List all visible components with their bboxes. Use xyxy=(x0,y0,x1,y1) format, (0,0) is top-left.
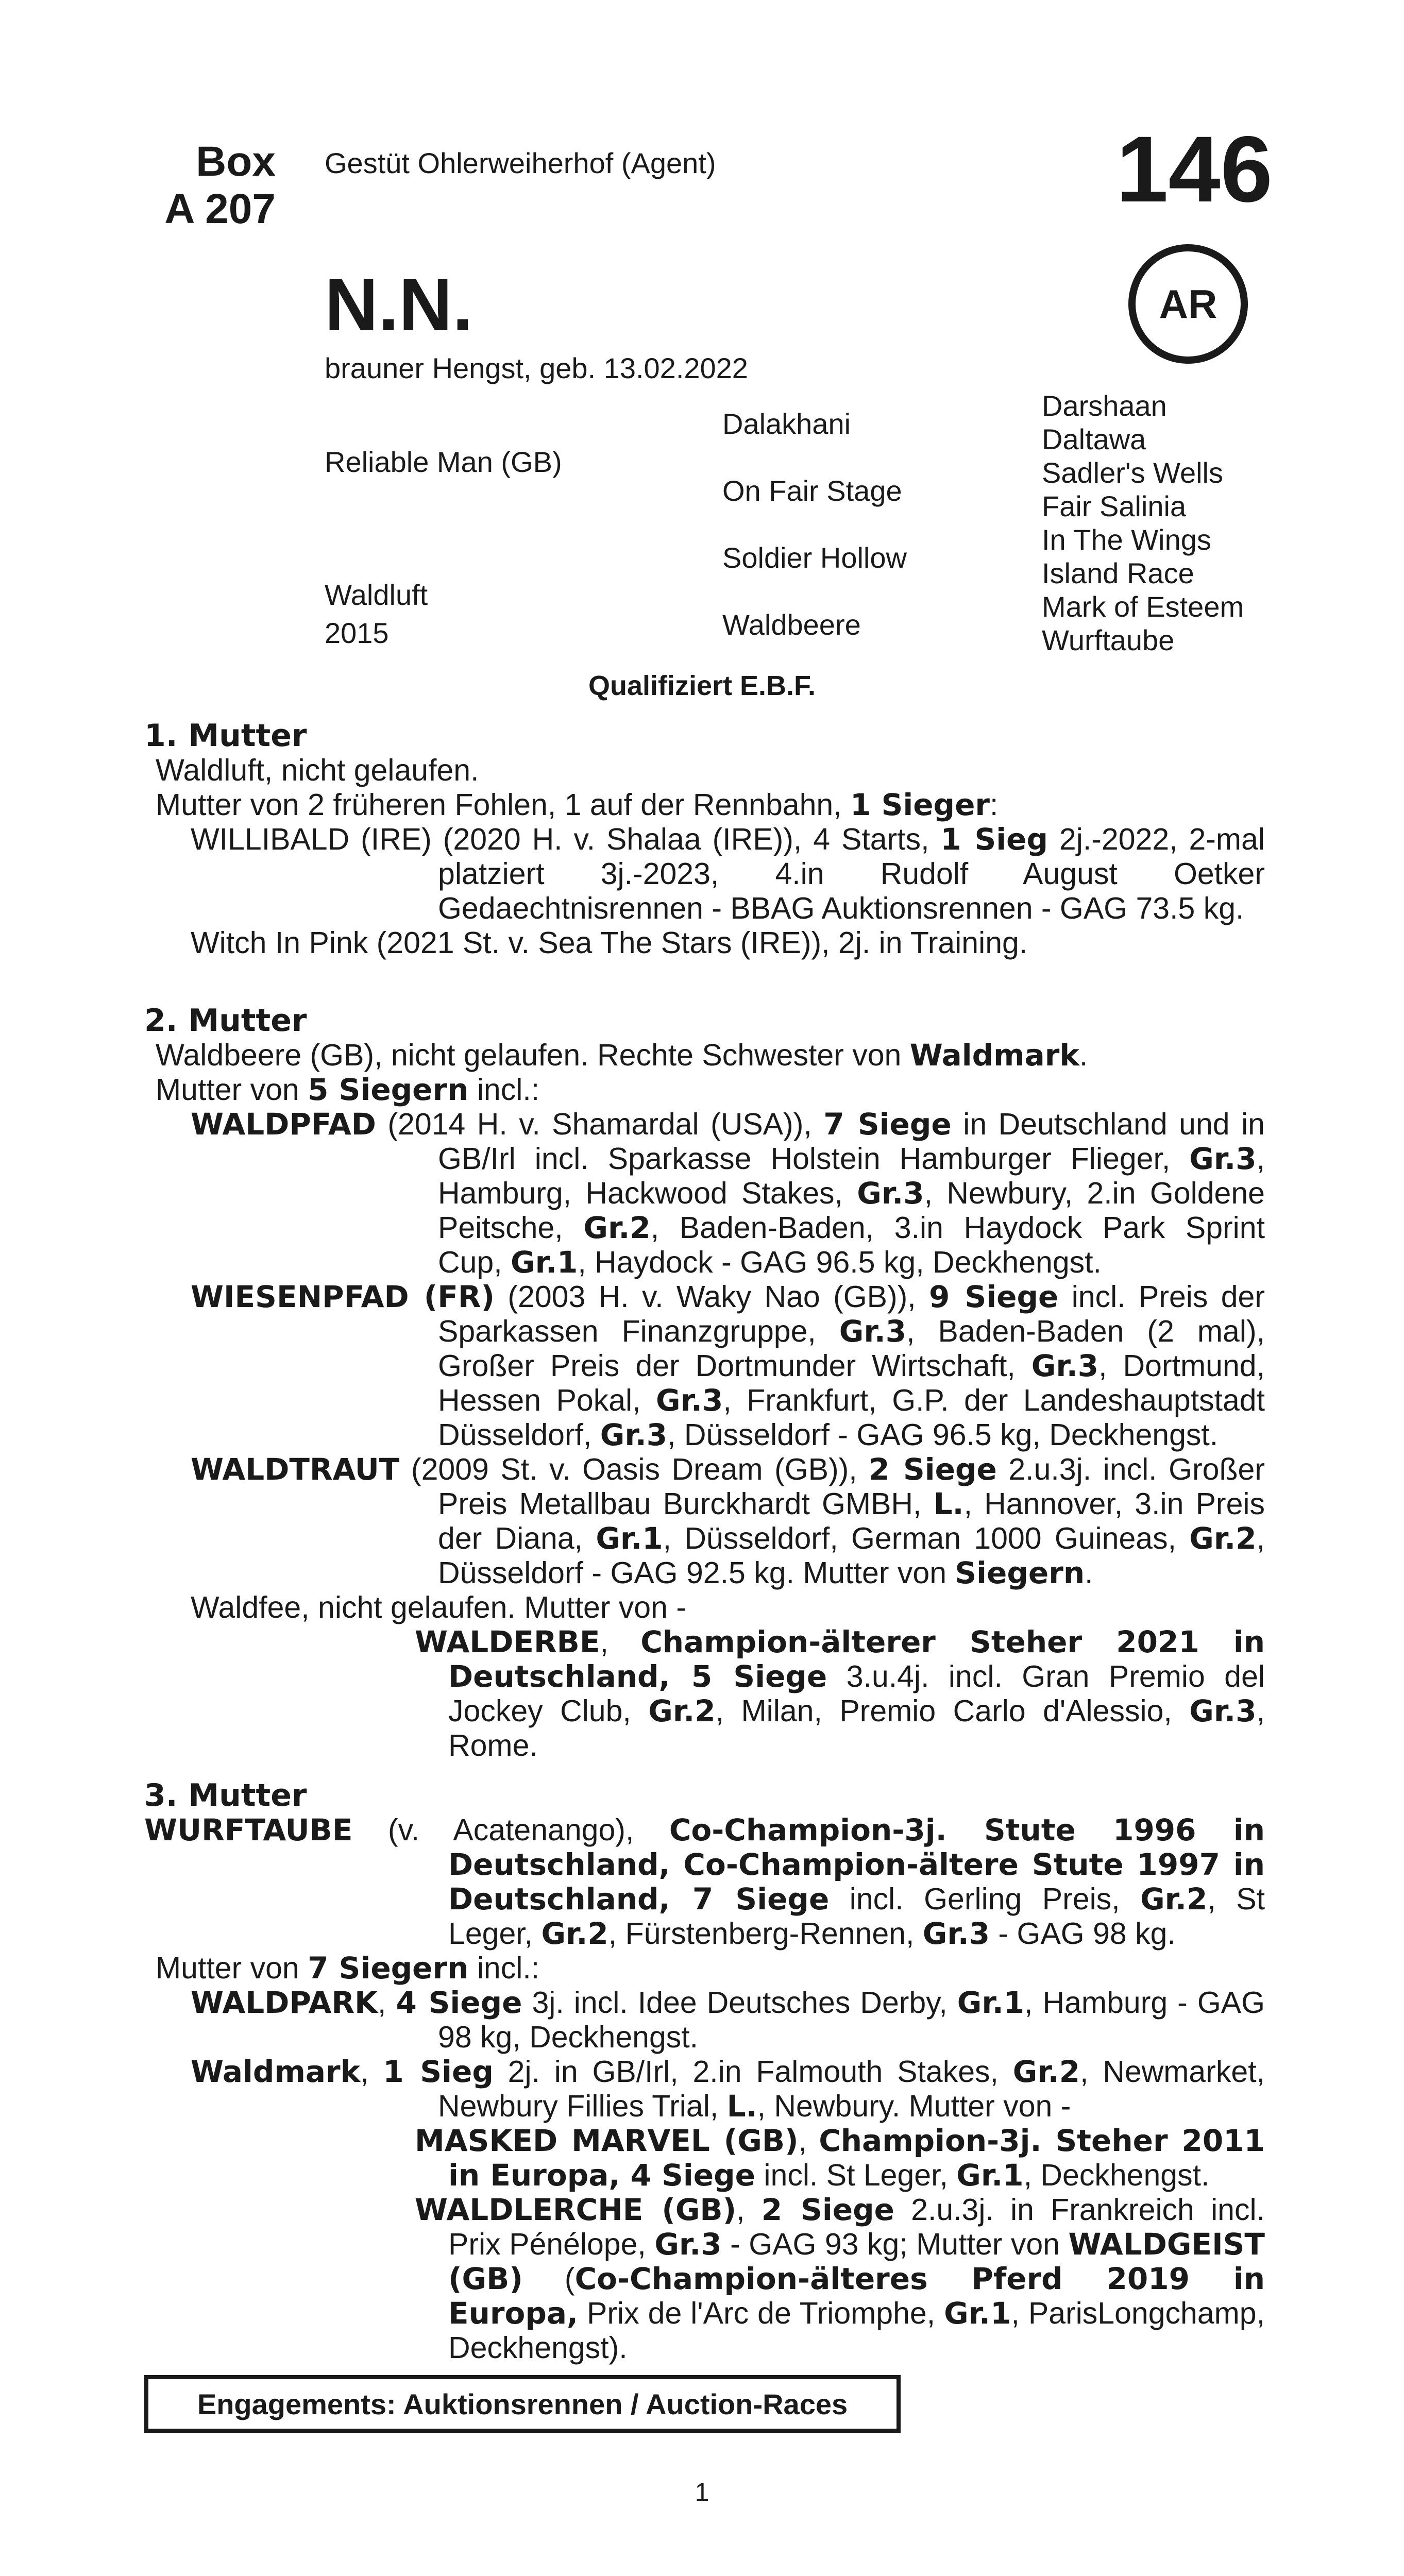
third-dam-line: WURFTAUBE (v. Acatenango), Co-Champion-3j. Stute 1996 in Deutschland, Co-Champion-ältere Stute 1997 in Deutschland, 7 Siege incl. Gerling Preis, Gr.2, St Leger, Gr.2, Fürstenberg-Rennen, Gr.3 - GAG 98 kg. xyxy=(144,1812,1265,1951)
offspring-entry: WALDPFAD (2014 H. v. Shamardal (USA)), 7 Siege in Deutschland und in GB/Irl incl. Sparkasse Holstein Hamburger Flieger, Gr.3, Hamburg, Hackwood Stakes, Gr.3, Newbury, 2.in Goldene Peitsche, Gr.2, Baden-Baden, 3.in Haydock Park Sprint Cup, Gr.1, Haydock - GAG 96.5 kg, Deckhengst. xyxy=(191,1107,1265,1280)
engagements-text: Engagements: Auktionsrennen / Auction-Races xyxy=(197,2387,848,2420)
pedigree-great-grandparent: Fair Salinia xyxy=(1042,490,1187,522)
first-dam-line: Waldluft, nicht gelaufen. xyxy=(156,753,479,787)
offspring-entry: WALDPARK, 4 Siege 3j. incl. Idee Deutsches Derby, Gr.1, Hamburg - GAG 98 kg, Deckhengst. xyxy=(191,1985,1265,2054)
pedigree-grandparent: Soldier Hollow xyxy=(722,541,907,574)
grand-offspring-entry: MASKED MARVEL (GB), Champion-3j. Steher 2011 in Europa, 4 Siege incl. St Leger, Gr.1, Deckhengst. xyxy=(415,2123,1265,2193)
pedigree-dam-year: 2015 xyxy=(325,617,389,649)
offspring-entry: Waldmark, 1 Sieg 2j. in GB/Irl, 2.in Falmouth Stakes, Gr.2, Newmarket, Newbury Fillies Trial, L., Newbury. Mutter von - xyxy=(191,2054,1265,2124)
horse-description: brauner Hengst, geb. 13.02.2022 xyxy=(325,352,748,384)
pedigree-great-grandparent: Sadler's Wells xyxy=(1042,456,1223,489)
pedigree-great-grandparent: Island Race xyxy=(1042,557,1194,589)
third-dam-section xyxy=(144,1778,1265,2365)
pedigree-grandparent: Dalakhani xyxy=(722,408,851,440)
agent-name: Gestüt Ohlerweiherhof (Agent) xyxy=(325,147,716,179)
lot-number: 146 xyxy=(1116,116,1273,222)
page-number: 1 xyxy=(695,2478,709,2506)
pedigree-sire: Reliable Man (GB) xyxy=(325,446,562,478)
box-label-line2: A 207 xyxy=(164,185,276,232)
pedigree-grandparent: On Fair Stage xyxy=(722,474,902,507)
ar-badge-text: AR xyxy=(1159,281,1217,327)
qualification-note: Qualifiziert E.B.F. xyxy=(588,670,816,701)
offspring-entry: WALDTRAUT (2009 St. v. Oasis Dream (GB)), 2 Siege 2.u.3j. incl. Großer Preis Metallbau Burckhardt GMBH, L., Hannover, 3.in Preis der Diana, Gr.1, Düsseldorf, German 1000 Guineas, Gr.2, Düsseldorf - GAG 92.5 kg. Mutter von Siegern. xyxy=(191,1452,1265,1590)
pedigree-great-grandparent: Darshaan xyxy=(1042,389,1167,422)
offspring-entry: WILLIBALD (IRE) (2020 H. v. Shalaa (IRE)), 4 Starts, 1 Sieg 2j.-2022, 2-mal platziert 3j.-2023, 4.in Rudolf August Oetker Gedaechtnisrennen - BBAG Auktionsrennen - GAG 73.5 kg. xyxy=(191,822,1265,925)
offspring-entry: Witch In Pink (2021 St. v. Sea The Stars (IRE)), 2j. in Training. xyxy=(191,926,1028,960)
ar-badge xyxy=(1128,244,1248,364)
grand-offspring-entry: WALDLERCHE (GB), 2 Siege 2.u.3j. in Frankreich incl. Prix Pénélope, Gr.3 - GAG 93 kg; Mutter von WALDGEIST (GB) (Co-Champion-älteres Pferd 2019 in Europa, Prix de l'Arc de Triomphe, Gr.1, ParisLongchamp, Deckhengst). xyxy=(415,2192,1265,2365)
pedigree-grandparent: Waldbeere xyxy=(722,608,861,641)
pedigree-great-grandparent: Mark of Esteem xyxy=(1042,590,1244,623)
second-dam-line: Waldbeere (GB), nicht gelaufen. Rechte Schwester von Waldmark. xyxy=(156,1038,1088,1073)
grand-offspring-entry: WALDERBE, Champion-älterer Steher 2021 in Deutschland, 5 Siege 3.u.4j. incl. Gran Premio del Jockey Club, Gr.2, Milan, Premio Carlo d'Alessio, Gr.3, Rome. xyxy=(415,1624,1265,1762)
box-label-line1: Box xyxy=(196,138,276,185)
pedigree-great-grandparent: Wurftaube xyxy=(1042,624,1175,656)
offspring-entry: Waldfee, nicht gelaufen. Mutter von - xyxy=(191,1590,686,1624)
first-dam-produce-summary: Mutter von 2 früheren Fohlen, 1 auf der Rennbahn, 1 Sieger: xyxy=(156,787,999,822)
horse-name: N.N. xyxy=(325,263,473,346)
box-label xyxy=(131,138,276,233)
first-dam-heading: 1. Mutter xyxy=(144,718,307,754)
pedigree-great-grandparent: Daltawa xyxy=(1042,423,1146,455)
second-dam-section xyxy=(144,1004,1265,1763)
pedigree-dam: Waldluft xyxy=(325,579,428,611)
first-dam-section xyxy=(144,719,1265,960)
pedigree-great-grandparent: In The Wings xyxy=(1042,523,1211,556)
engagements-box xyxy=(144,2375,901,2433)
second-dam-produce-summary: Mutter von 5 Siegern incl.: xyxy=(156,1072,540,1107)
third-dam-produce-summary: Mutter von 7 Siegern incl.: xyxy=(156,1951,540,1986)
third-dam-heading: 3. Mutter xyxy=(144,1777,307,1814)
offspring-entry: WIESENPFAD (FR) (2003 H. v. Waky Nao (GB)), 9 Siege incl. Preis der Sparkassen Finanzgruppe, Gr.3, Baden-Baden (2 mal), Großer Preis der Dortmunder Wirtschaft, Gr.3, Dortmund, Hessen Pokal, Gr.3, Frankfurt, G.P. der Landeshauptstadt Düsseldorf, Gr.3, Düsseldorf - GAG 96.5 kg, Deckhengst. xyxy=(191,1279,1265,1452)
second-dam-heading: 2. Mutter xyxy=(144,1003,307,1039)
